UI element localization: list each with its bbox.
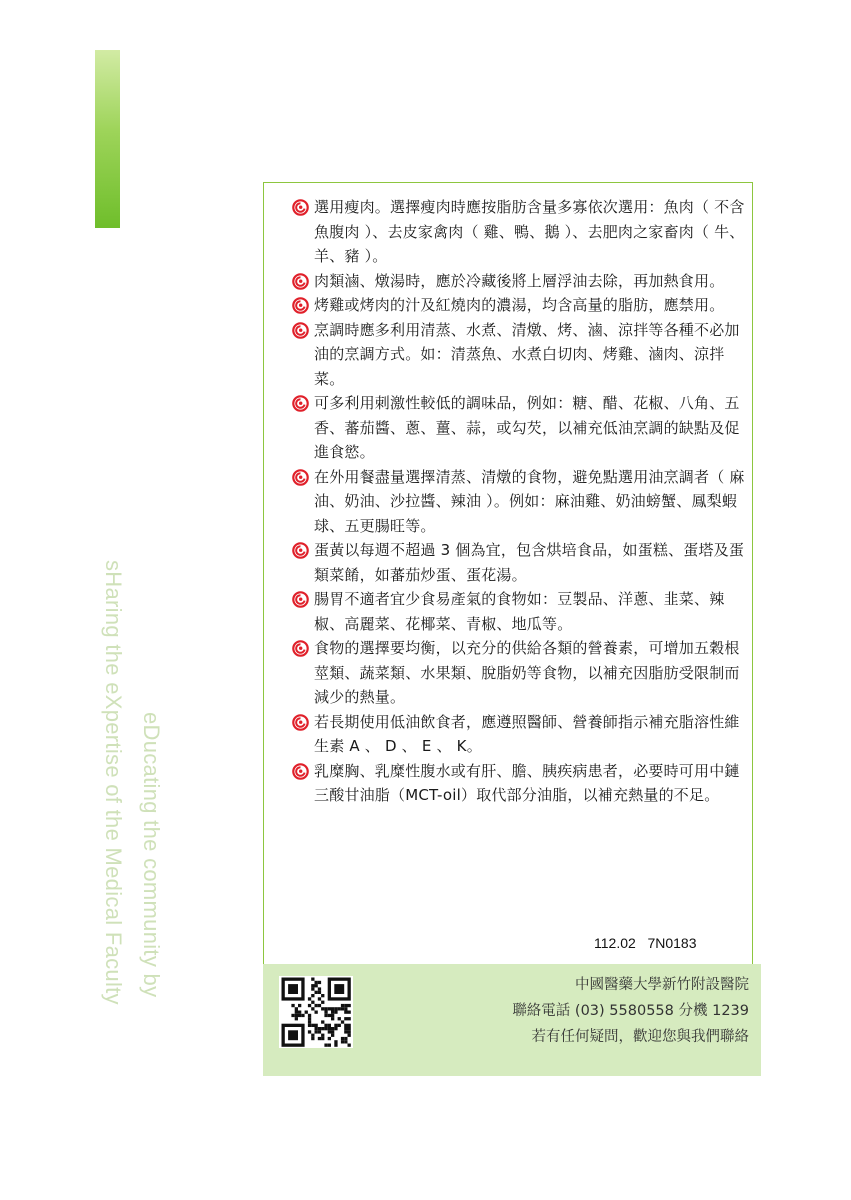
list-item [292,195,748,269]
content-box [263,182,753,965]
list-item-text: 在外用餐盡量選擇清蒸、清燉的食物，避免點選用油烹調者（ 麻油、奶油、沙拉醬、辣油 ）。例如：麻油雞、奶油螃蟹、鳳梨蝦球、五更腸旺等。 [314,467,745,535]
list-item-text: 可多利用刺激性較低的調味品，例如：糖、醋、花椒、八角、五香、蕃茄醬、蔥、薑、蒜，或勾芡，以補充低油烹調的缺點及促進食慾。 [314,394,740,461]
contact-note: 若有任何疑問，歡迎您與我們聯絡 [531,1029,749,1045]
spiral-icon [292,297,309,314]
guideline-list [292,195,748,808]
footer [263,964,761,1076]
spiral-icon [292,273,309,290]
list-item [292,293,748,318]
list-item [292,318,748,392]
spiral-icon [292,714,309,731]
hospital-name: 中國醫藥大學新竹附設醫院 [575,977,749,993]
spiral-icon [292,322,309,339]
list-item [292,759,748,808]
spiral-icon [292,199,309,216]
list-item-text: 乳糜胸、乳糜性腹水或有肝、膽、胰疾病患者，必要時可用中鏈三酸甘油脂（MCT-oil）取代部分油脂，以補充熱量的不足。 [314,761,740,804]
spiral-icon [292,395,309,412]
list-item-text: 腸胃不適者宜少食易產氣的食物如：豆製品、洋蔥、韭菜、辣椒、高麗菜、花椰菜、青椒、地瓜等。 [314,590,725,633]
document-code: 112.02 7N0183 [594,935,697,951]
phone-number: 聯絡電話 (03) 5580558 分機 1239 [512,1003,749,1019]
footer-contact [512,972,749,1050]
spiral-icon [292,591,309,608]
list-item [292,538,748,587]
spiral-icon [292,640,309,657]
list-item [292,587,748,636]
list-item-text: 蛋黃以每週不超過 3 個為宜，包含烘培食品，如蛋糕、蛋塔及蛋類菜餚，如蕃茄炒蛋、蛋花湯。 [314,541,745,584]
side-tagline-2: eDucating the community by [139,712,164,998]
list-item [292,269,748,294]
list-item-text: 烹調時應多利用清蒸、水煮、清燉、烤、滷、涼拌等各種不必加油的烹調方式。如：清蒸魚、水煮白切肉、烤雞、滷肉、涼拌菜。 [314,320,740,388]
list-item-text: 食物的選擇要均衡，以充分的供給各類的營養素，可增加五穀根莖類、蔬菜類、水果類、脫脂奶等食物，以補充因脂肪受限制而減少的熱量。 [314,639,740,706]
spiral-icon [292,542,309,559]
list-item-text: 肉類滷、燉湯時，應於冷藏後將上層浮油去除，再加熱食用。 [314,271,725,290]
list-item-text: 烤雞或烤肉的汁及紅燒肉的濃湯，均含高量的脂肪，應禁用。 [314,296,725,314]
list-item-text: 若長期使用低油飲食者，應遵照醫師、營養師指示補充脂溶性維生素 A 、 D 、 E 、 K。 [314,712,740,755]
qr-code-icon[interactable] [279,976,353,1048]
list-item [292,710,748,759]
list-item [292,391,748,465]
list-item [292,465,748,539]
list-item-text: 選用瘦肉。選擇瘦肉時應按脂肪含量多寡依次選用：魚肉（ 不含魚腹肉 ）、去皮家禽肉（ 雞、鴨、鵝 ）、去肥肉之家畜肉（ 牛、羊、豬 ）。 [314,198,745,265]
spiral-icon [292,469,309,486]
green-accent-bar [95,50,120,228]
side-tagline-1: sHaring the eXpertise of the Medical Faculty [101,560,126,1005]
spiral-icon [292,763,309,780]
list-item [292,636,748,710]
